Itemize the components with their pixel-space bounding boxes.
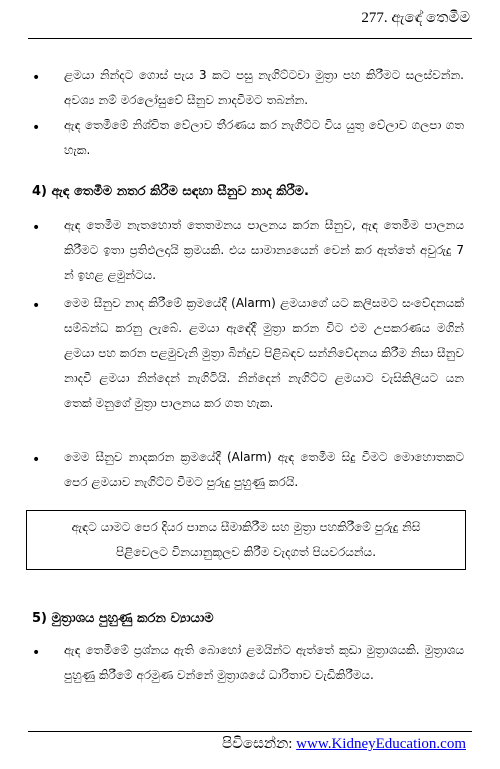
bullet-icon: •: [32, 452, 41, 468]
list-item: ඇඳ තෙමීමේ නිශ්චිත වේලාව තීරණය කර නැගිට්ට විය යුතු වේලාව ගලපා ගත හැක.: [64, 118, 464, 157]
note-box-text: ඇඳට යාමට පෙර දියර පානය සීමාකිරීම සහ මුත්‍රා පහකිරීමේ පුරුදු නිසි පිළිවෙලට විනයානුකූලව කිරීම වැදගත් පියවරයන්ය.: [71, 520, 421, 559]
list-item: මෙම සීනුව නාද කිරීමේ ක්‍රමයේදී (Alarm) ළමයාගේ යට කලිසමට සංවේදනයක් සම්බන්ධ කරනු ලැබේ. ළමයා ඇඳේදී මුත්‍රා කරන විට එම උපකරණය මගින් ළමයා පහ කරන පළමුවැනි මුත්‍රා බින්දුව පිළිබඳව සන්නිවේදනය කිරීම නිසා සීනුව නාදවී ළමයා නින්දෙන් නැගිටියි. නින්දෙන් නැගිට්ට ළමයාට වැසිකිලියට යන තෙක් මනුගේ මුත්‍රා පාලනය කර ගත හැක.: [64, 296, 464, 410]
footer-divider: [28, 731, 472, 732]
bullet-icon: •: [32, 120, 41, 136]
page-header: 277. ඇඳේ තෙමීම: [361, 10, 470, 26]
section-heading: 4) ඇඳ තෙමීම නතර කිරීම සඳහා සීනුව නාද කිරීම.: [32, 184, 309, 199]
header-divider: [28, 38, 472, 39]
list-item: මෙම සීනුව නාදකරන ක්‍රමයේදී (Alarm) ඇඳ තෙමීම සිදු වීමට මොහොතකට පෙර ළමයාව නැගිට්ට වීමට පුරුදු පුහුණු කරයි.: [64, 450, 464, 489]
section-heading: 5) මුත්‍රාශය පුහුණු කරන ව්‍යායාම: [32, 611, 214, 626]
bullet-icon: •: [32, 70, 41, 86]
list-item: ළමයා නින්දට ගොස් පැය 3 කට පසු නැගිට්ටවා මුත්‍රා පහ කිරීමට සලස්වන්න. අවශ්‍ය නම් මරලෝසුවේ සීනුව නාදවීමට තබන්න.: [64, 68, 464, 107]
list-item: ඇඳ තෙමීමේ ප්‍රශ්නය ඇති බොහෝ ළමයින්ට ඇත්තේ කුඩා මුත්‍රාශයකි. මුත්‍රාශය පුහුණු කිරීමේ අරමුණ වන්නේ මුත්‍රාශයේ ධාරිතාව වැඩිකිරීමය.: [64, 643, 464, 682]
bullet-icon: •: [32, 645, 41, 661]
footer: [222, 735, 466, 753]
footer-label: පිවිසෙන්න:: [221, 736, 297, 752]
bullet-icon: •: [32, 220, 41, 236]
website-link[interactable]: www.KidneyEducation.com: [296, 736, 466, 752]
bullet-icon: •: [32, 298, 41, 314]
note-box: [26, 510, 466, 570]
list-item: ඇඳ තෙමීම නැතහොත් තෙතමනය පාලනය කරන සීනුව, ඇඳ තෙමීම පාලනය කිරීමට ඉතා ප්‍රතිඵලදායි ක්‍රමයකි. එය සාමාන්‍යයෙන් වෙන් කර ඇත්තේ අවුරුදු 7 න් ඉහළ ළමුන්ටය.: [64, 218, 464, 282]
